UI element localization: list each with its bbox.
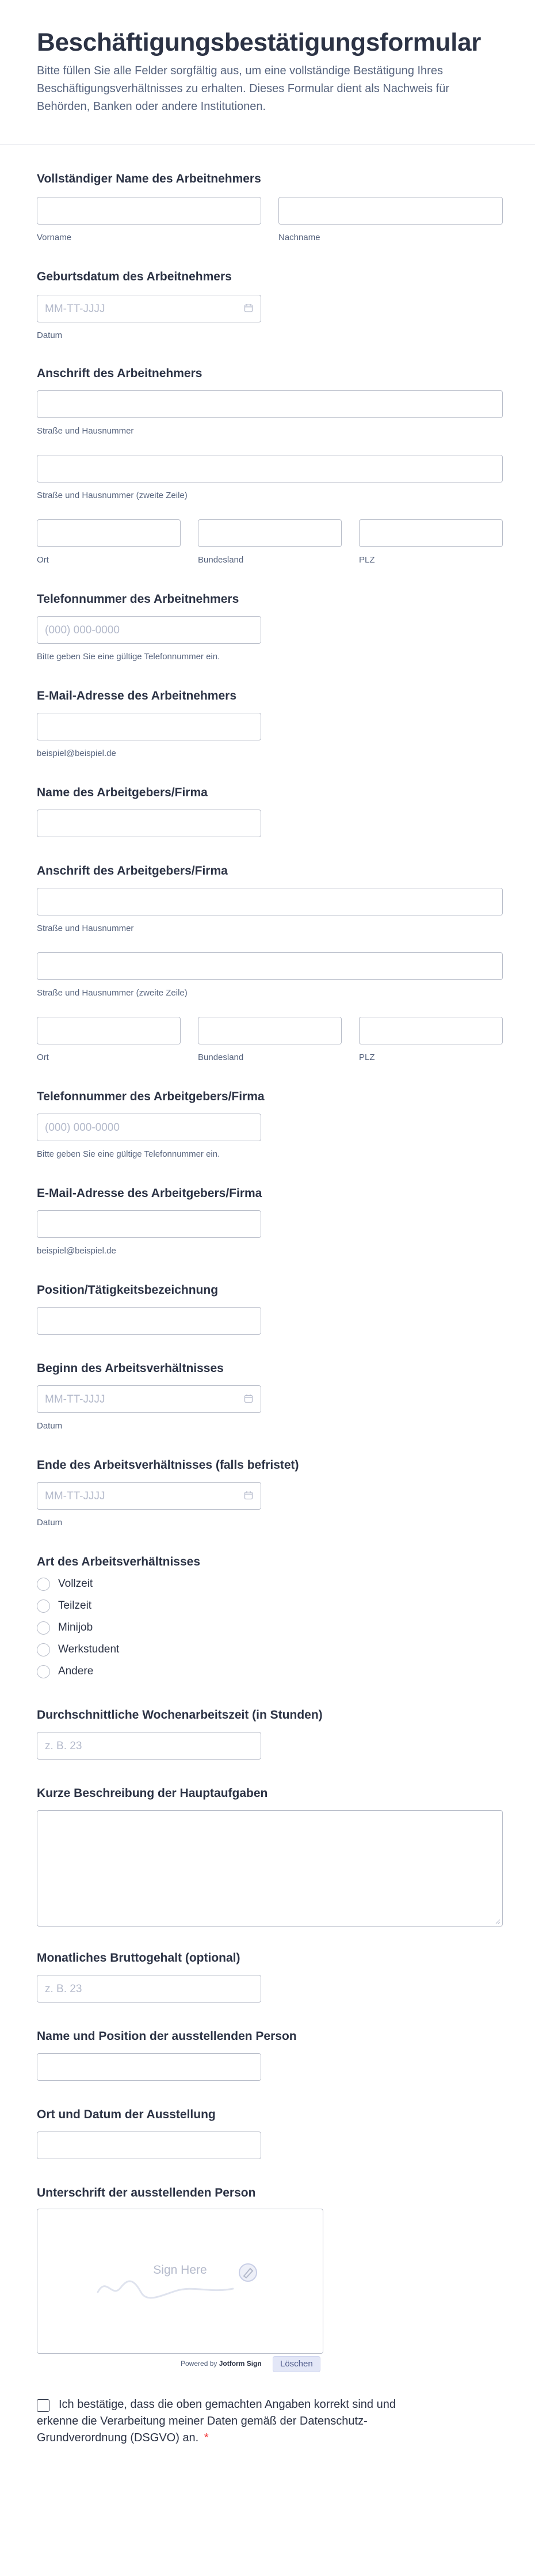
field-label: Anschrift des Arbeitnehmers	[37, 367, 202, 380]
first-name-sublabel: Vorname	[37, 233, 72, 242]
employee-address-field	[37, 366, 503, 565]
form-title: Beschäftigungsbestätigungsformular	[37, 28, 482, 56]
field-label: Telefonnummer des Arbeitgebers/Firma	[37, 1090, 265, 1103]
issue-place-date-input[interactable]	[37, 2132, 261, 2159]
state-input[interactable]	[198, 519, 342, 547]
salary-input[interactable]	[37, 1975, 261, 2003]
employer-phone-field	[37, 1089, 503, 1159]
consent-label: Ich bestätige, dass die oben gemachten Angaben korrekt sind und erkenne die Verarbeitung meiner Daten gemäß der Datenschutz-Grundverordnung (DSGVO) an.	[37, 2398, 396, 2444]
radio-option-werkstudent[interactable]	[37, 1641, 119, 1658]
employer-city-input[interactable]	[37, 1017, 181, 1044]
zip-sublabel: PLZ	[359, 1053, 375, 1062]
field-label: E-Mail-Adresse des Arbeitgebers/Firma	[37, 1187, 262, 1200]
radio-option-vollzeit[interactable]	[37, 1575, 93, 1593]
email-sublabel: beispiel@beispiel.de	[37, 1246, 116, 1256]
number-placeholder: z. B. 23	[45, 1740, 82, 1752]
street-sublabel: Straße und Hausnummer	[37, 924, 134, 933]
phone-sublabel: Bitte geben Sie eine gültige Telefonnummer ein.	[37, 1149, 220, 1159]
zip-sublabel: PLZ	[359, 555, 375, 565]
street-input[interactable]	[37, 390, 503, 418]
employer-street-input[interactable]	[37, 888, 503, 915]
employment-type-field	[37, 1555, 503, 1677]
field-label: Position/Tätigkeitsbezeichnung	[37, 1283, 219, 1297]
state-sublabel: Bundesland	[198, 1053, 244, 1062]
employee-name-field	[37, 172, 503, 242]
clear-signature-button[interactable]: Löschen	[273, 2356, 320, 2372]
field-label: Kurze Beschreibung der Hauptaufgaben	[37, 1787, 268, 1800]
date-sublabel: Datum	[37, 1421, 63, 1431]
date-sublabel: Datum	[37, 1518, 63, 1528]
last-name-input[interactable]	[278, 197, 503, 225]
powered-by-text: Powered by	[181, 2360, 217, 2368]
duties-field	[37, 1786, 503, 1801]
field-label: Telefonnummer des Arbeitnehmers	[37, 592, 239, 606]
hours-input[interactable]	[37, 1732, 261, 1760]
phone-sublabel: Bitte geben Sie eine gültige Telefonnummer ein.	[37, 652, 220, 662]
field-label: Unterschrift der ausstellenden Person	[37, 2186, 256, 2199]
signature-pen-icon	[236, 2261, 259, 2284]
employee-email-input[interactable]	[37, 713, 261, 740]
employer-zip-input[interactable]	[359, 1017, 503, 1044]
field-label: Beginn des Arbeitsverhältnisses	[37, 1362, 224, 1375]
issue-place-date-field	[37, 2107, 503, 2122]
form-header	[37, 26, 497, 116]
last-name-sublabel: Nachname	[278, 233, 320, 242]
state-sublabel: Bundesland	[198, 555, 244, 565]
radio-button[interactable]	[37, 1621, 50, 1635]
consent-text	[37, 2396, 440, 2446]
signature-pad[interactable]	[37, 2209, 323, 2354]
street2-input[interactable]	[37, 455, 503, 482]
powered-by	[181, 2360, 262, 2368]
email-sublabel: beispiel@beispiel.de	[37, 749, 116, 758]
radio-label: Andere	[58, 1665, 94, 1677]
calendar-icon[interactable]	[244, 1394, 253, 1403]
field-label: Vollständiger Name des Arbeitnehmers	[37, 172, 261, 185]
field-label: Name des Arbeitgebers/Firma	[37, 786, 208, 799]
radio-option-andere[interactable]	[37, 1663, 93, 1680]
date-placeholder: MM-TT-JJJJ	[45, 303, 105, 315]
issuer-name-input[interactable]	[37, 2053, 261, 2081]
employer-name-input[interactable]	[37, 810, 261, 837]
end-date-input[interactable]	[37, 1482, 261, 1510]
street2-sublabel: Straße und Hausnummer (zweite Zeile)	[37, 491, 188, 500]
employer-email-field	[37, 1186, 503, 1256]
radio-button[interactable]	[37, 1665, 50, 1678]
header-divider	[0, 144, 535, 145]
form-description: Bitte füllen Sie alle Felder sorgfältig aus, um eine vollständige Bestätigung Ihres Beschäftigungsverhältnisses zu erhalten. Dieses Formular dient als Nachweis für Behörden, Banken oder andere Institutionen.	[37, 64, 450, 113]
number-placeholder: z. B. 23	[45, 1983, 82, 1995]
position-input[interactable]	[37, 1307, 261, 1335]
radio-label: Werkstudent	[58, 1643, 120, 1655]
salary-field	[37, 1951, 503, 1995]
resize-handle-icon[interactable]	[495, 1918, 500, 1924]
street2-sublabel: Straße und Hausnummer (zweite Zeile)	[37, 988, 188, 998]
field-label: Ende des Arbeitsverhältnisses (falls befristet)	[37, 1458, 299, 1472]
calendar-icon[interactable]	[244, 1491, 253, 1500]
field-label: Durchschnittliche Wochenarbeitszeit (in Stunden)	[37, 1708, 323, 1722]
field-label: Anschrift des Arbeitgebers/Firma	[37, 864, 228, 877]
employer-state-input[interactable]	[198, 1017, 342, 1044]
city-input[interactable]	[37, 519, 181, 547]
street-sublabel: Straße und Hausnummer	[37, 426, 134, 436]
brand-name: Jotform Sign	[219, 2360, 262, 2368]
field-label: Art des Arbeitsverhältnisses	[37, 1555, 201, 1568]
field-label: Ort und Datum der Ausstellung	[37, 2108, 216, 2121]
date-placeholder: MM-TT-JJJJ	[45, 1490, 105, 1502]
employee-phone-field	[37, 592, 503, 662]
employee-dob-input[interactable]	[37, 295, 261, 322]
position-field	[37, 1283, 503, 1298]
employer-street2-input[interactable]	[37, 952, 503, 980]
field-label: Name und Position der ausstellenden Person	[37, 2030, 297, 2043]
date-sublabel: Datum	[37, 330, 63, 340]
signature-placeholder: Sign Here	[153, 2263, 207, 2277]
start-date-field	[37, 1361, 503, 1431]
first-name-input[interactable]	[37, 197, 261, 225]
employer-name-field	[37, 785, 503, 800]
field-label: E-Mail-Adresse des Arbeitnehmers	[37, 689, 237, 702]
calendar-icon[interactable]	[244, 303, 253, 313]
hours-field	[37, 1708, 503, 1752]
signature-field	[37, 2186, 503, 2369]
city-sublabel: Ort	[37, 1053, 49, 1062]
radio-label: Vollzeit	[58, 1578, 93, 1590]
radio-button[interactable]	[37, 1578, 50, 1591]
issuer-name-field	[37, 2029, 503, 2044]
employer-address-field	[37, 864, 503, 1062]
start-date-input[interactable]	[37, 1385, 261, 1413]
phone-placeholder: (000) 000-0000	[45, 1122, 120, 1134]
required-asterisk: *	[204, 2431, 209, 2444]
radio-label: Teilzeit	[58, 1599, 92, 1612]
radio-option-teilzeit[interactable]	[37, 1597, 91, 1614]
employee-email-field	[37, 689, 503, 758]
field-label: Geburtsdatum des Arbeitnehmers	[37, 270, 232, 283]
radio-option-minijob[interactable]	[37, 1619, 93, 1636]
end-date-field	[37, 1458, 503, 1528]
employee-phone-input[interactable]	[37, 616, 261, 644]
phone-placeholder: (000) 000-0000	[45, 624, 120, 636]
date-placeholder: MM-TT-JJJJ	[45, 1393, 105, 1405]
zip-input[interactable]	[359, 519, 503, 547]
employee-dob-field	[37, 269, 503, 340]
radio-button[interactable]	[37, 1643, 50, 1656]
radio-button[interactable]	[37, 1599, 50, 1613]
radio-label: Minijob	[58, 1621, 93, 1633]
field-label: Monatliches Bruttogehalt (optional)	[37, 1951, 240, 1965]
employer-phone-input[interactable]	[37, 1114, 261, 1141]
duties-textarea[interactable]	[37, 1810, 503, 1927]
city-sublabel: Ort	[37, 555, 49, 565]
employer-email-input[interactable]	[37, 1210, 261, 1238]
